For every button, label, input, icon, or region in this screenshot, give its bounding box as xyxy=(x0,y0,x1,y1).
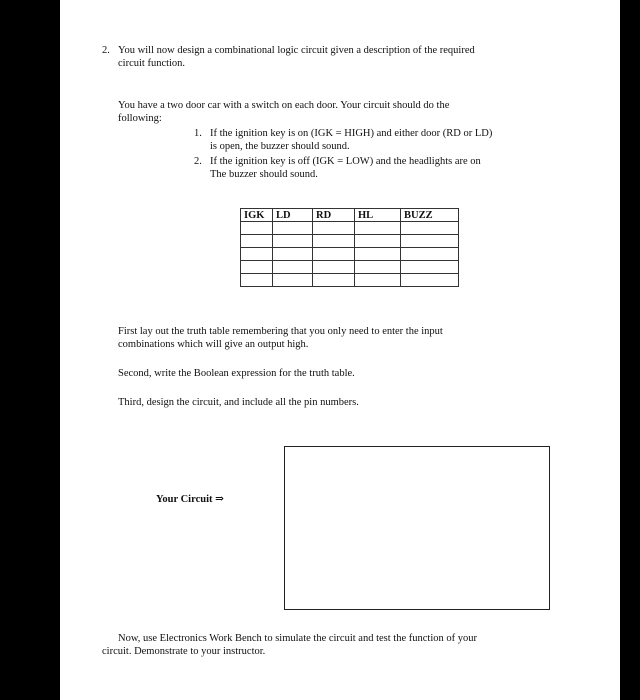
rule-2-line1: If the ignition key is off (IGK = LOW) and the headlights are on xyxy=(210,156,481,167)
table-row xyxy=(241,261,459,274)
table-cell xyxy=(241,235,273,248)
circuit-label: Your Circuit ⇒ xyxy=(156,494,224,505)
table-cell xyxy=(401,222,459,235)
header-rd: RD xyxy=(313,209,355,222)
document-page xyxy=(60,0,620,700)
problem-intro-line2: circuit function. xyxy=(118,58,186,69)
circuit-drawing-box xyxy=(284,446,550,610)
header-hl: HL xyxy=(355,209,401,222)
table-cell xyxy=(401,235,459,248)
table-cell xyxy=(313,274,355,287)
scenario-line1: You have a two door car with a switch on each door. Your circuit should do the xyxy=(118,100,450,111)
table-cell xyxy=(273,222,313,235)
table-row xyxy=(241,235,459,248)
table-cell xyxy=(313,261,355,274)
instruction-first-line2: combinations which will give an output high. xyxy=(118,339,309,350)
table-cell xyxy=(355,261,401,274)
table-cell xyxy=(241,222,273,235)
table-cell xyxy=(273,274,313,287)
table-cell xyxy=(355,248,401,261)
table-row xyxy=(241,222,459,235)
header-ld: LD xyxy=(273,209,313,222)
instruction-third: Third, design the circuit, and include all the pin numbers. xyxy=(118,397,359,408)
table-cell xyxy=(401,248,459,261)
table-cell xyxy=(241,248,273,261)
table-row xyxy=(241,274,459,287)
table-cell xyxy=(313,222,355,235)
table-cell xyxy=(355,222,401,235)
rule-1-number: 1. xyxy=(194,128,202,139)
instruction-first-line1: First lay out the truth table remembering that you only need to enter the input xyxy=(118,326,443,337)
table-cell xyxy=(313,235,355,248)
closing-line1: Now, use Electronics Work Bench to simulate the circuit and test the function of your xyxy=(118,633,477,644)
header-buzz: BUZZ xyxy=(401,209,459,222)
table-cell xyxy=(355,235,401,248)
instruction-second: Second, write the Boolean expression for the truth table. xyxy=(118,368,355,379)
scenario-line2: following: xyxy=(118,113,162,124)
table-cell xyxy=(401,274,459,287)
problem-intro-line1: You will now design a combinational logic circuit given a description of the required xyxy=(118,45,475,56)
rule-2-line2: The buzzer should sound. xyxy=(210,169,318,180)
table-cell xyxy=(241,261,273,274)
table-cell xyxy=(273,235,313,248)
closing-line2: circuit. Demonstrate to your instructor. xyxy=(102,646,266,657)
table-cell xyxy=(401,261,459,274)
truth-table-header xyxy=(241,209,459,222)
table-cell xyxy=(273,261,313,274)
truth-table xyxy=(240,208,459,287)
table-row xyxy=(241,248,459,261)
rule-1-line2: is open, the buzzer should sound. xyxy=(210,141,350,152)
header-igk: IGK xyxy=(241,209,273,222)
rule-1-line1: If the ignition key is on (IGK = HIGH) and either door (RD or LD) xyxy=(210,128,493,139)
table-cell xyxy=(355,274,401,287)
table-cell xyxy=(313,248,355,261)
table-cell xyxy=(273,248,313,261)
table-cell xyxy=(241,274,273,287)
problem-number: 2. xyxy=(102,45,110,56)
rule-2-number: 2. xyxy=(194,156,202,167)
